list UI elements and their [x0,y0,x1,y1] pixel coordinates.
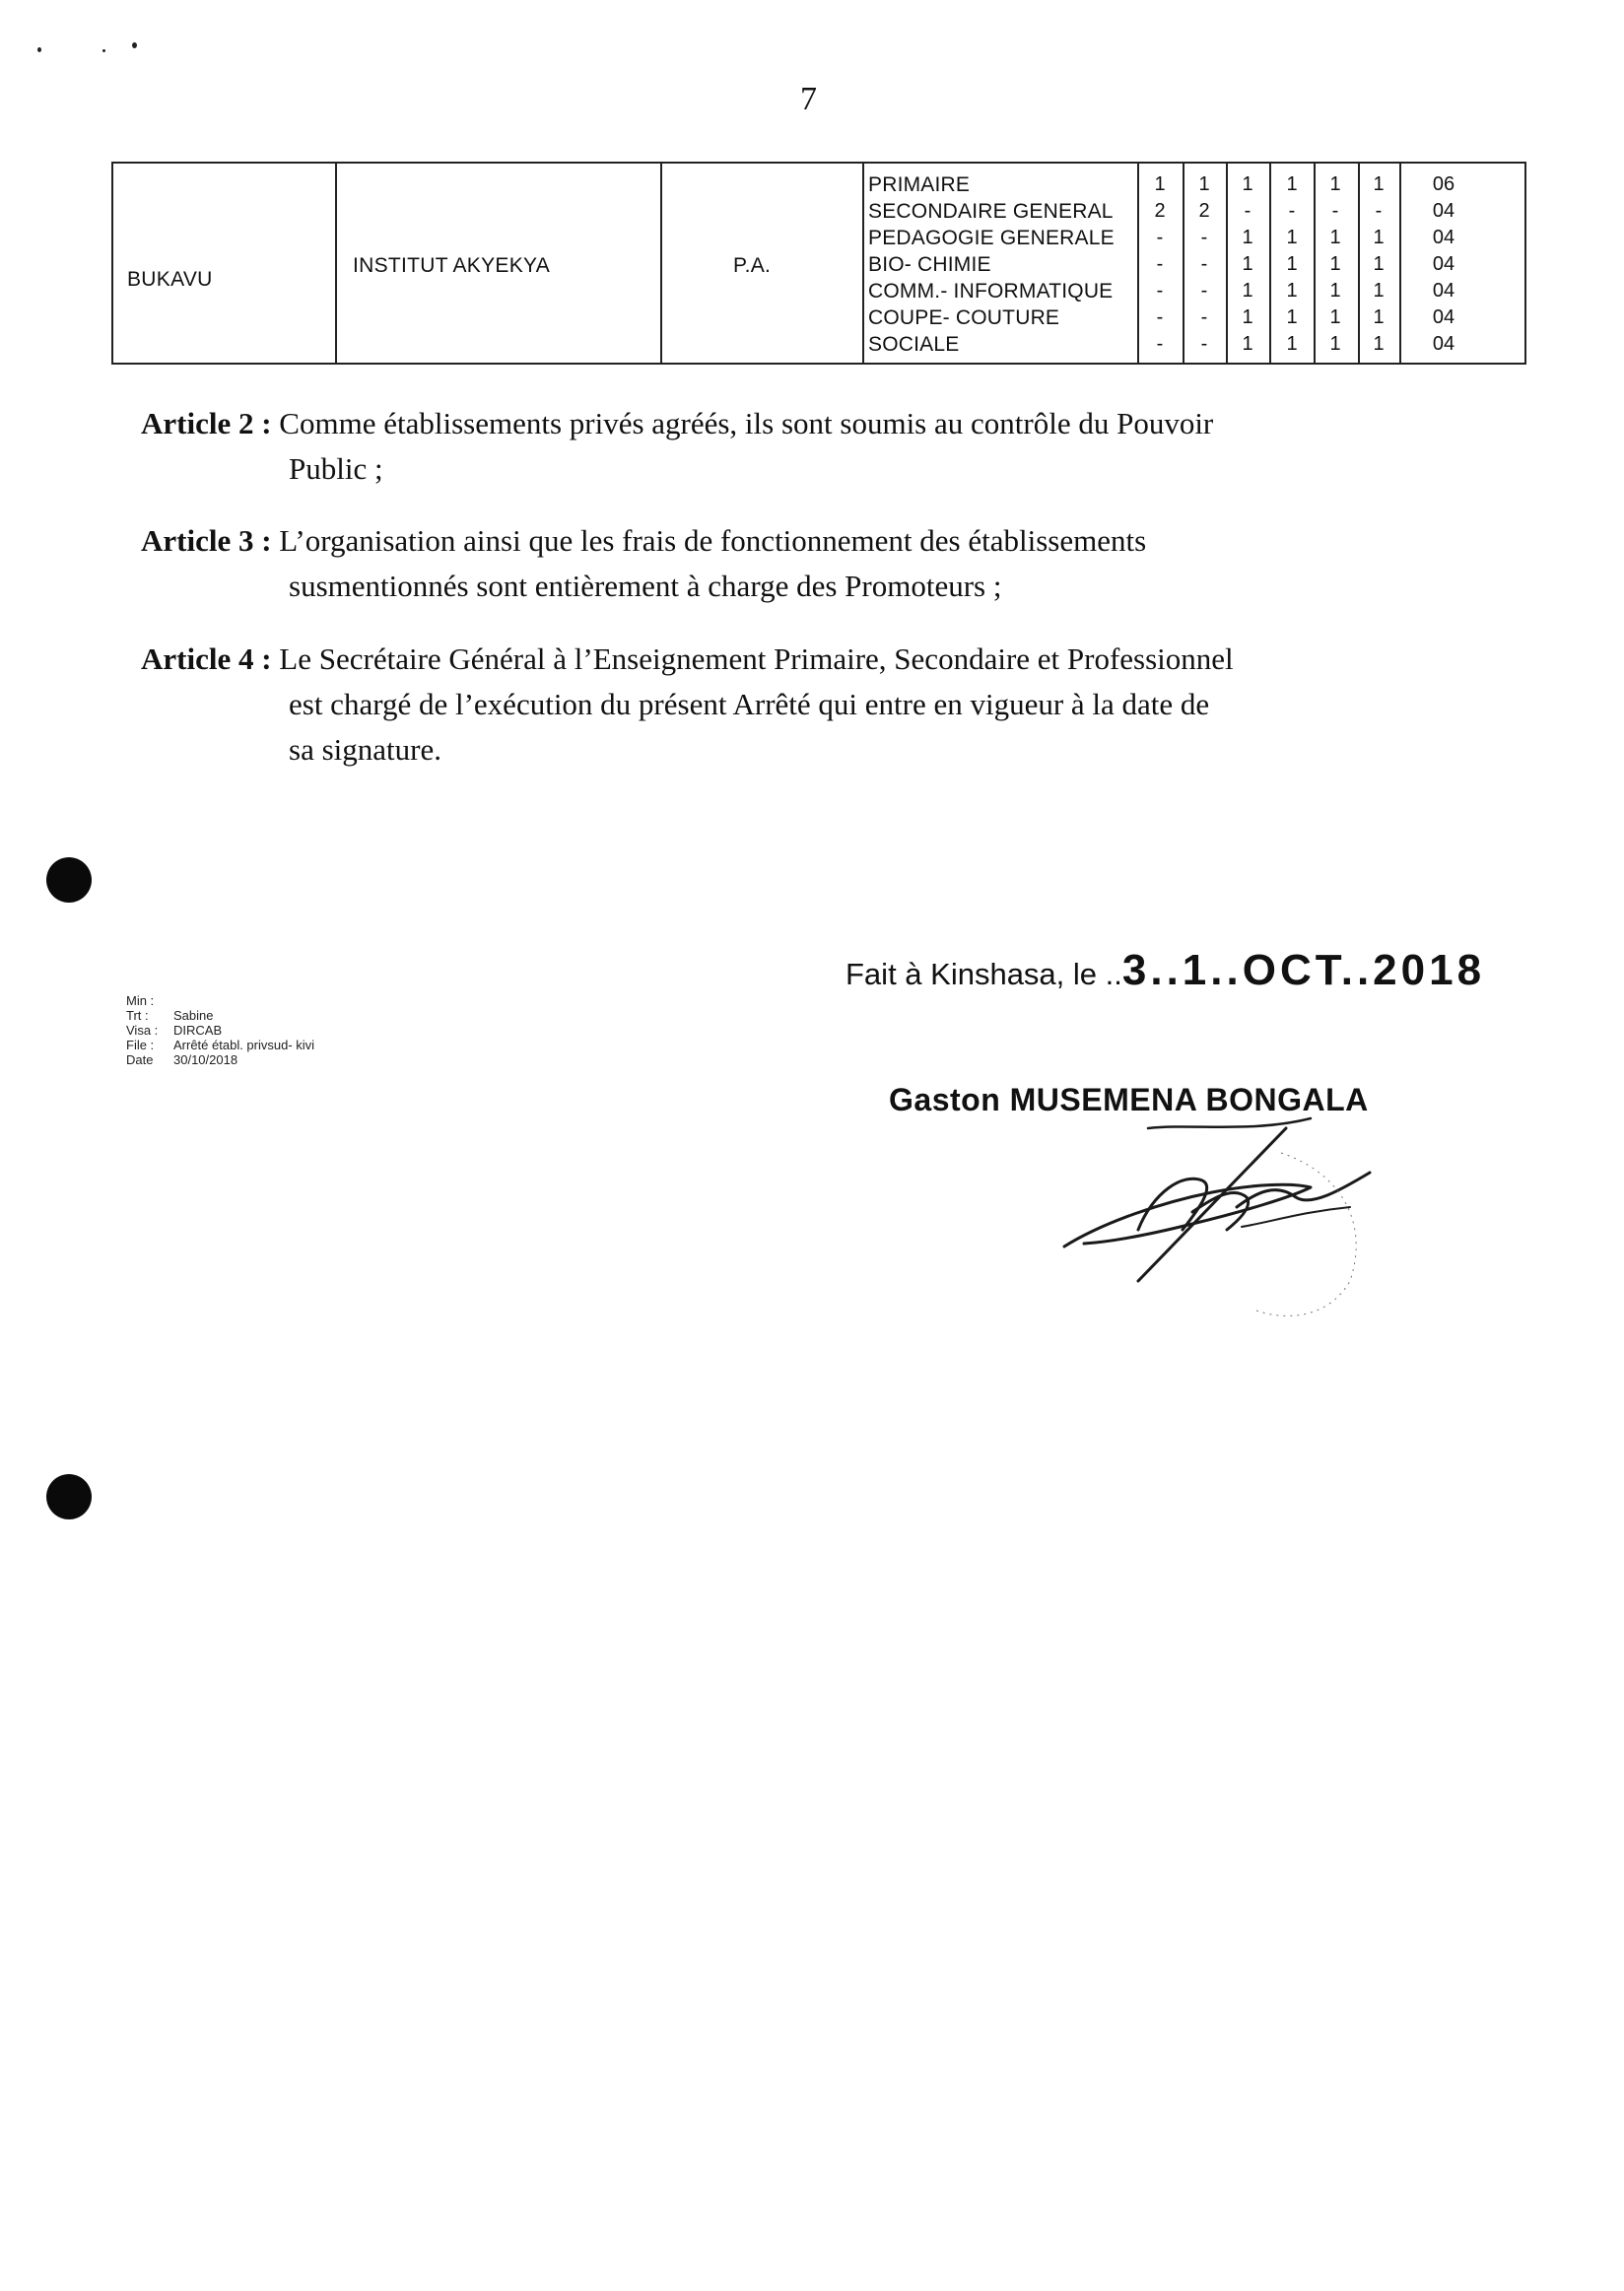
class-count-cell: - [1375,200,1383,222]
table-divider [1183,164,1184,363]
class-count-cell: 1 [1373,280,1385,302]
signer-name: Gaston MUSEMENA BONGALA [889,1082,1369,1117]
total-cell: 04 [1432,253,1455,275]
article-text-line: Le Secrétaire Général à l’Enseignement Primaire, Secondaire et Professionnel [279,641,1234,676]
class-count-cell: 1 [1286,173,1298,195]
article-text-line: Comme établissements privés agréés, ils sont soumis au contrôle du Pouvoir [279,406,1214,440]
class-count-cell: 1 [1242,280,1253,302]
article-4 [141,637,1402,773]
total-cell: 04 [1432,200,1455,222]
table-divider [1399,164,1401,363]
meta-line [126,1052,314,1067]
option-label: COMM.- INFORMATIQUE [868,280,1114,303]
meta-key: Trt : [126,1008,149,1023]
article-text-line: Public ; [289,451,383,486]
article-label: Article 4 : [141,641,272,676]
class-count-cell: - [1200,253,1208,275]
table-divider [1226,164,1228,363]
class-count-cell: 1 [1286,253,1298,275]
class-count-cell: 1 [1198,173,1210,195]
article-text-line: susmentionnés sont entièrement à charge des Promoteurs ; [289,569,1002,603]
class-count-cell: 1 [1329,280,1341,302]
class-count-cell: 1 [1329,227,1341,248]
option-label: SECONDAIRE GENERAL [868,200,1114,223]
class-count-cell: 1 [1242,227,1253,248]
class-count-cell: 1 [1373,227,1385,248]
article-label: Article 2 : [141,406,272,440]
option-label: SOCIALE [868,333,960,356]
option-label: PRIMAIRE [868,173,971,196]
place-date-line [846,946,1485,995]
class-count-cell: 1 [1286,306,1298,328]
class-count-cell: 1 [1373,306,1385,328]
class-count-cell: 1 [1329,306,1341,328]
handwritten-signature [1045,1113,1399,1330]
place-prefix: Fait à Kinshasa, le .. [846,957,1122,991]
table-divider [1269,164,1271,363]
option-label: PEDAGOGIE GENERALE [868,227,1115,249]
table-divider [862,164,864,363]
table-divider [1137,164,1139,363]
table-divider [660,164,662,363]
class-count-cell: - [1200,227,1208,248]
meta-key: Date [126,1052,154,1067]
class-count-cell: 2 [1154,200,1166,222]
class-count-cell: - [1156,253,1164,275]
class-count-cell: 1 [1286,333,1298,355]
class-count-cell: 1 [1373,173,1385,195]
class-count-cell: 1 [1242,173,1253,195]
meta-value: 30/10/2018 [173,1052,238,1067]
article-label: Article 3 : [141,523,272,558]
class-count-cell: - [1200,333,1208,355]
scan-speck [102,49,105,52]
meta-value: Arrêté établ. privsud- kivi [173,1038,315,1052]
table-divider [1358,164,1360,363]
meta-key: Min : [126,993,155,1008]
meta-line [126,1008,314,1023]
class-count-cell: - [1156,280,1164,302]
meta-line [126,1023,314,1038]
article-2 [141,401,1402,492]
city-cell: BUKAVU [127,268,213,291]
regime-cell: P.A. [733,254,772,277]
table-divider [1314,164,1316,363]
class-count-cell: 1 [1154,173,1166,195]
article-text-line: L’organisation ainsi que les frais de fonctionnement des établissements [279,523,1147,558]
meta-line [126,1038,314,1052]
class-count-cell: - [1156,306,1164,328]
scan-speck [132,42,137,48]
school-name-cell: INSTITUT AKYEKYA [353,254,551,277]
class-count-cell: - [1156,333,1164,355]
class-count-cell: - [1156,227,1164,248]
class-count-cell: - [1288,200,1296,222]
class-count-cell: 1 [1329,173,1341,195]
total-cell: 06 [1432,173,1455,195]
meta-key: File : [126,1038,155,1052]
page-number: 7 [800,81,817,117]
class-count-cell: 1 [1286,280,1298,302]
option-label: COUPE- COUTURE [868,306,1060,329]
article-3 [141,518,1402,609]
class-count-cell: - [1244,200,1252,222]
total-cell: 04 [1432,306,1455,328]
class-count-cell: - [1200,280,1208,302]
file-metadata [126,993,314,1067]
class-count-cell: 1 [1329,253,1341,275]
meta-value: DIRCAB [173,1023,223,1038]
class-count-cell: 1 [1373,333,1385,355]
punch-hole [46,857,92,903]
class-count-cell: 1 [1286,227,1298,248]
establishment-table [111,162,1526,365]
meta-key: Visa : [126,1023,159,1038]
class-count-cell: 1 [1242,306,1253,328]
table-divider [335,164,337,363]
meta-line [126,993,314,1008]
class-count-cell: - [1331,200,1339,222]
class-count-cell: 1 [1242,333,1253,355]
article-text-line: est chargé de l’exécution du présent Arrêté qui entre en vigueur à la date de [289,687,1210,721]
scan-speck [37,47,41,52]
signing-date-stamp: 3..1..OCT..2018 [1121,946,1486,994]
punch-hole [46,1474,92,1519]
class-count-cell: 2 [1198,200,1210,222]
class-count-cell: - [1200,306,1208,328]
class-count-cell: 1 [1373,253,1385,275]
option-label: BIO- CHIMIE [868,253,991,276]
total-cell: 04 [1432,280,1455,302]
class-count-cell: 1 [1329,333,1341,355]
article-text-line: sa signature. [289,732,441,767]
total-cell: 04 [1432,333,1455,355]
class-count-cell: 1 [1242,253,1253,275]
meta-value: Sabine [173,1008,214,1023]
total-cell: 04 [1432,227,1455,248]
